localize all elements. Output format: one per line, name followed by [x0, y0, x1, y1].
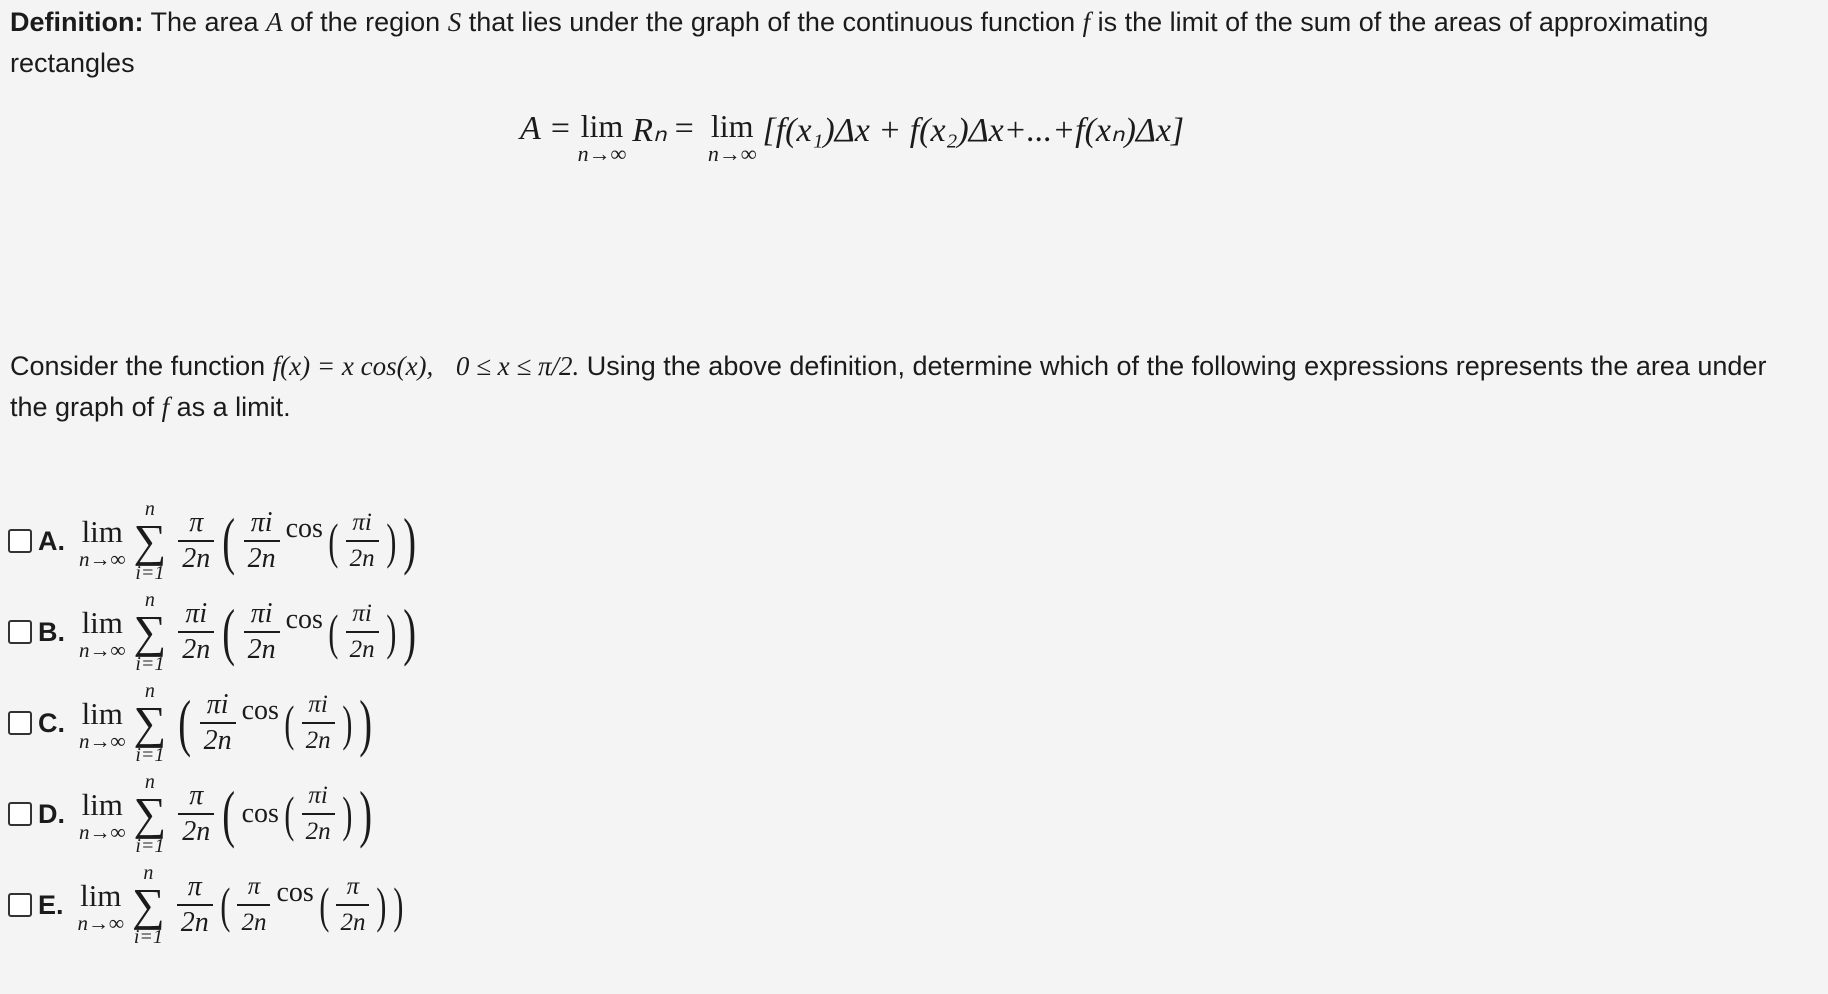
option-letter: E.	[38, 889, 64, 920]
checkbox-option-e[interactable]	[8, 893, 32, 917]
numerator: πi	[250, 507, 273, 538]
paren-open: (	[328, 604, 339, 660]
definition-paragraph	[10, 2, 1810, 84]
question-paragraph	[10, 346, 1810, 428]
summation	[133, 681, 166, 765]
equals: =	[674, 110, 694, 147]
denominator: 2n	[200, 722, 236, 758]
numerator: πi	[250, 598, 273, 629]
fraction	[302, 779, 335, 849]
paren-open: (	[222, 778, 236, 849]
limit-operator	[79, 696, 126, 753]
option-c[interactable]	[8, 678, 377, 768]
sigma-icon: ∑	[133, 606, 167, 657]
sum-lower: i=1	[135, 744, 165, 766]
lim-word: lim	[710, 108, 754, 144]
numerator: π	[187, 871, 202, 902]
lim-subscript: n→∞	[79, 820, 126, 844]
paren-open: (	[222, 596, 236, 667]
paren-open: (	[284, 786, 295, 842]
paren-close: )	[403, 505, 417, 576]
denominator: 2n	[244, 631, 280, 667]
summation	[133, 590, 166, 674]
fraction	[336, 870, 369, 940]
cos-function: cos	[276, 877, 314, 908]
paren-close: )	[385, 604, 396, 660]
sum-upper: n	[144, 771, 155, 793]
sum-upper: n	[144, 680, 155, 702]
cos-function: cos	[285, 513, 323, 544]
lim-word: lim	[81, 696, 123, 731]
numerator: π	[189, 507, 204, 538]
paren-close: )	[341, 786, 352, 842]
paren-close: )	[403, 596, 417, 667]
summation	[132, 863, 165, 947]
paren-close: )	[385, 513, 396, 569]
numerator: π	[189, 780, 204, 811]
numerator: π	[247, 873, 261, 900]
sum-upper: n	[144, 498, 155, 520]
limit-operator	[77, 878, 124, 935]
fraction	[178, 779, 214, 849]
denominator: 2n	[178, 540, 214, 576]
option-letter: C.	[38, 707, 65, 738]
fraction	[346, 506, 379, 576]
paren-open: (	[284, 695, 295, 751]
sum-lower: i=1	[135, 562, 165, 584]
paren-close: )	[376, 877, 387, 933]
denominator: 2n	[346, 540, 379, 576]
fraction	[244, 506, 280, 576]
lim-subscript: n→∞	[577, 141, 627, 166]
denominator: 2n	[244, 540, 280, 576]
fraction	[302, 688, 335, 758]
definition-text: is the limit of the sum of the areas of approximating rectangles	[10, 7, 1709, 78]
denominator: 2n	[177, 904, 213, 940]
sigma-icon: ∑	[133, 515, 167, 566]
fraction	[177, 870, 213, 940]
lim-word: lim	[80, 878, 122, 913]
limit-operator	[79, 605, 126, 662]
lim-subscript: n→∞	[707, 141, 757, 166]
lim-subscript: n→∞	[79, 729, 126, 753]
denominator: 2n	[302, 722, 335, 758]
checkbox-option-d[interactable]	[8, 802, 32, 826]
paren-open: (	[328, 513, 339, 569]
sum-upper: n	[143, 862, 154, 884]
question-text: Consider the function	[10, 351, 273, 381]
limit-operator	[578, 108, 627, 164]
sigma-icon: ∑	[133, 697, 167, 748]
var-A: A	[266, 7, 283, 37]
lim-subscript: n→∞	[77, 911, 124, 935]
function-definition: f(x) = x cos(x),	[272, 351, 434, 381]
paren-open: (	[319, 877, 330, 933]
lim-word: lim	[81, 605, 123, 640]
paren-close: )	[359, 687, 373, 758]
sum-upper: n	[144, 589, 155, 611]
lim-word: lim	[580, 108, 624, 144]
paren-open: (	[178, 687, 192, 758]
denominator: 2n	[346, 631, 379, 667]
limit-operator	[79, 787, 126, 844]
cos-function: cos	[241, 695, 279, 726]
sigma-icon: ∑	[132, 879, 165, 930]
numerator: π	[346, 873, 360, 900]
fraction	[346, 597, 379, 667]
lim-word: lim	[81, 514, 123, 549]
riemann-sum: Rₙ	[632, 112, 667, 149]
area-limit-formula	[520, 108, 1184, 168]
option-a[interactable]	[8, 496, 421, 586]
paren-close: )	[341, 695, 352, 751]
definition-label: Definition:	[10, 7, 144, 37]
function-domain: 0 ≤ x ≤ π/2.	[455, 351, 580, 381]
fraction	[178, 597, 214, 667]
var-f: f	[1082, 7, 1091, 37]
definition-text: The area	[143, 7, 267, 37]
paren-open: (	[220, 877, 231, 933]
sigma-icon: ∑	[133, 788, 167, 839]
denominator: 2n	[302, 813, 335, 849]
checkbox-option-c[interactable]	[8, 711, 32, 735]
fraction	[200, 688, 236, 758]
lim-subscript: n→∞	[79, 547, 126, 571]
lim-word: lim	[81, 787, 123, 822]
checkbox-option-a[interactable]	[8, 529, 32, 553]
option-d[interactable]	[8, 769, 377, 859]
definition-text: of the region	[282, 7, 448, 37]
numerator: πi	[352, 509, 372, 536]
cos-function: cos	[285, 604, 323, 635]
var-S: S	[447, 7, 462, 37]
denominator: 2n	[237, 904, 270, 940]
limit-operator	[708, 108, 757, 164]
sum-lower: i=1	[135, 835, 165, 857]
denominator: 2n	[178, 813, 214, 849]
summation	[133, 772, 166, 856]
question-text: Using the above definition, determine which of the following expressions represents the area under the graph of	[10, 351, 1767, 422]
numerator: πi	[308, 782, 328, 809]
denominator: 2n	[336, 904, 369, 940]
fraction	[237, 870, 270, 940]
option-b[interactable]	[8, 587, 421, 677]
summation	[133, 499, 166, 583]
numerator: πi	[352, 600, 372, 627]
denominator: 2n	[178, 631, 214, 667]
var-f: f	[161, 392, 170, 422]
option-letter: B.	[38, 616, 65, 647]
formula-lhs: A =	[520, 110, 572, 147]
fraction	[244, 597, 280, 667]
paren-close: )	[393, 877, 404, 933]
paren-close: )	[359, 778, 373, 849]
question-text: as a limit.	[169, 392, 291, 422]
cos-function: cos	[241, 798, 279, 829]
definition-text: that lies under the graph of the continuous function	[461, 7, 1083, 37]
numerator: πi	[206, 689, 229, 720]
sum-lower: i=1	[133, 926, 163, 948]
option-e[interactable]	[8, 860, 407, 950]
lim-subscript: n→∞	[79, 638, 126, 662]
fraction	[178, 506, 214, 576]
limit-operator	[79, 514, 126, 571]
sum-lower: i=1	[135, 653, 165, 675]
paren-open: (	[222, 505, 236, 576]
checkbox-option-b[interactable]	[8, 620, 32, 644]
option-letter: A.	[38, 525, 65, 556]
numerator: πi	[185, 598, 208, 629]
option-letter: D.	[38, 798, 65, 829]
rectangle-sum: [f(x₁)Δx + f(x₂)Δx+...+f(xₙ)Δx]	[762, 112, 1185, 149]
numerator: πi	[308, 691, 328, 718]
